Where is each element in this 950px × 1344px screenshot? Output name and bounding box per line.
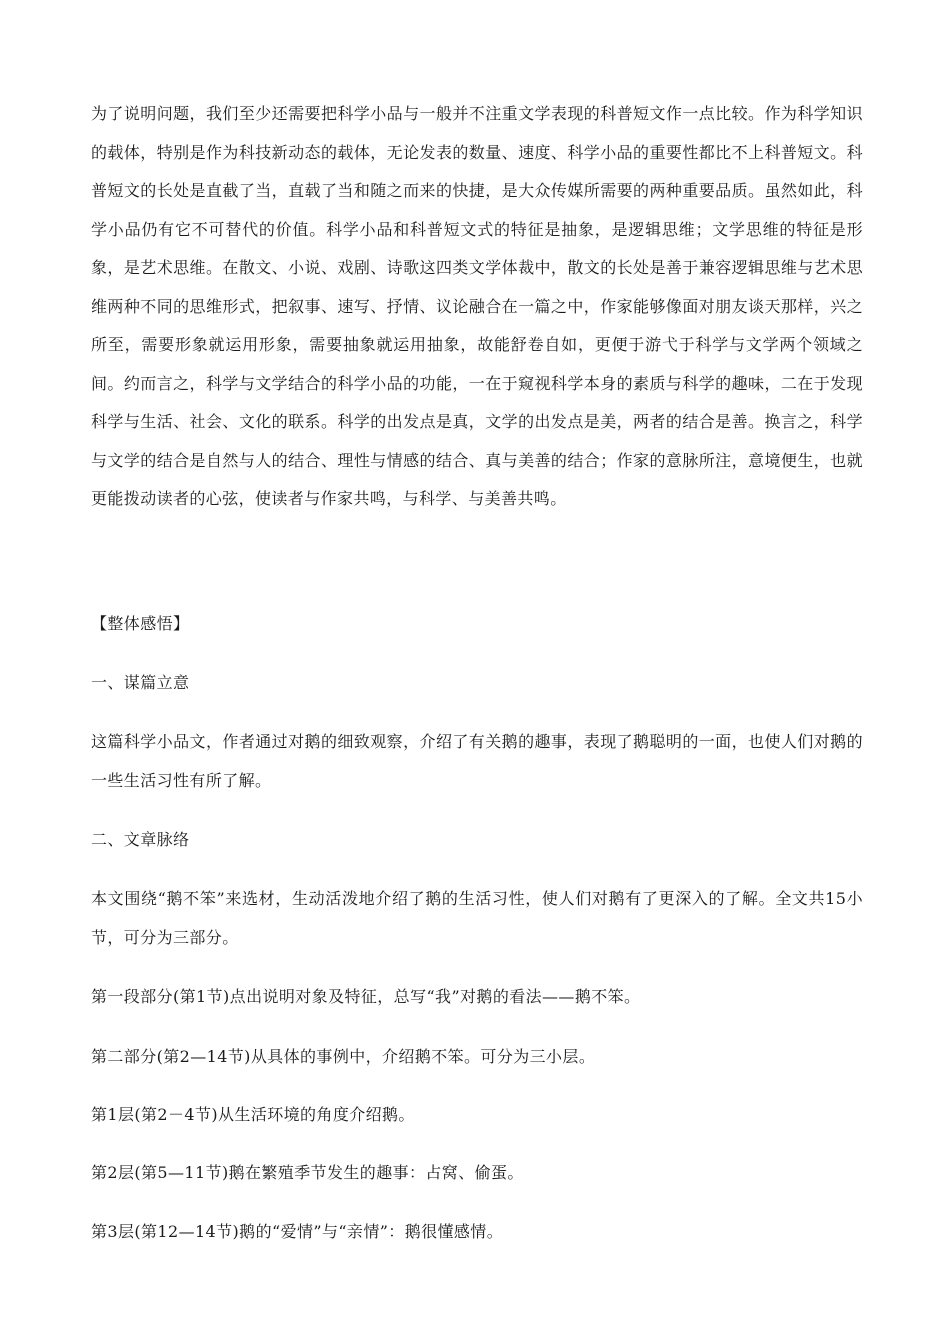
part-two: 第二部分(第2—14节)从具体的事例中，介绍鹅不笨。可分为三小层。 [91, 1047, 596, 1066]
paragraph-structure: 本文围绕“鹅不笨”来选材，生动活泼地介绍了鹅的生活习性，使人们对鹅有了更深入的了解。全文共15小节，可分为三部分。 [91, 889, 863, 947]
layer-two: 第2层(第5—11节)鹅在繁殖季节发生的趣事：占窝、偷蛋。 [91, 1163, 524, 1182]
layer-one: 第1层(第2－4节)从生活环境的角度介绍鹅。 [91, 1105, 415, 1124]
subheading-structure: 二、文章脉络 [91, 830, 190, 849]
part-one: 第一段部分(第1节)点出说明对象及特征，总写“我”对鹅的看法——鹅不笨。 [91, 987, 641, 1006]
layer-three: 第3层(第12—14节)鹅的“爱情”与“亲情”：鹅很懂感情。 [91, 1222, 504, 1241]
paragraph-theme: 这篇科学小品文，作者通过对鹅的细致观察，介绍了有关鹅的趣事，表现了鹅聪明的一面，也使人们对鹅的一些生活习性有所了解。 [91, 732, 863, 790]
section-heading: 【整体感悟】 [91, 614, 190, 633]
subheading-conception: 一、谋篇立意 [91, 673, 190, 692]
intro-paragraph: 为了说明问题，我们至少还需要把科学小品与一般并不注重文学表现的科普短文作一点比较。作为科学知识的载体，特别是作为科技新动态的载体，无论发表的数量、速度、科学小品的重要性都比不上科普短文。科普短文的长处是直截了当，直载了当和随之而来的快捷，是大众传媒所需要的两种重要品质。虽然如此，科学小品仍有它不可替代的价值。科学小品和科普短文式的特征是抽象，是逻辑思维；文学思维的特征是形象，是艺术思维。在散文、小说、戏剧、诗歌这四类文学体裁中，散文的长处是善于兼容逻辑思维与艺术思维两种不同的思维形式，把叙事、速写、抒情、议论融合在一篇之中，作家能够像面对朋友谈天那样，兴之所至，需要形象就运用形象，需要抽象就运用抽象，故能舒卷自如，更便于游弋于科学与文学两个领域之间。约而言之，科学与文学结合的科学小品的功能，一在于窥视科学本身的素质与科学的趣味，二在于发现科学与生活、社会、文化的联系。科学的出发点是真，文学的出发点是美，两者的结合是善。换言之，科学与文学的结合是自然与人的结合、理性与情感的结合、真与美善的结合；作家的意脉所注，意境便生，也就更能拨动读者的心弦，使读者与作家共鸣，与科学、与美善共鸣。 [91, 104, 863, 508]
